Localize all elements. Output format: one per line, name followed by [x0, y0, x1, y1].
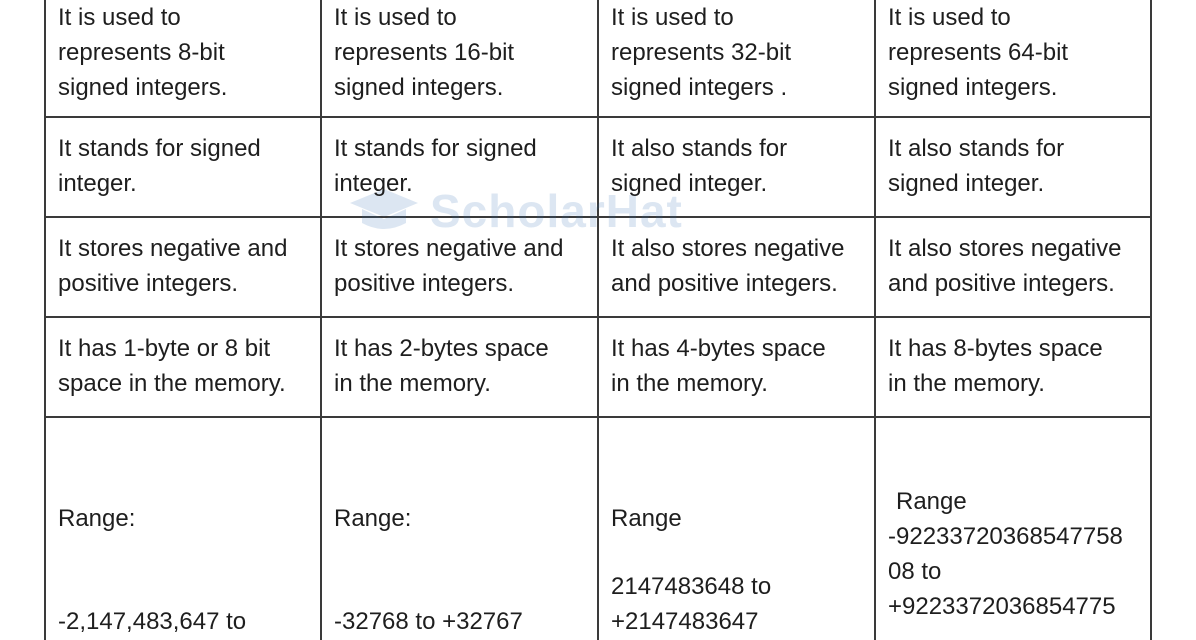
cell-text-line: It also stores negative — [611, 235, 845, 262]
table-cell — [611, 501, 771, 639]
cell-text-line: represents 32-bit — [611, 39, 792, 66]
table-cell — [888, 231, 1121, 301]
cell-text-line: Range — [611, 505, 682, 532]
cell-text-line: and positive integers. — [611, 270, 838, 297]
table-cell — [334, 131, 537, 201]
table-cell — [888, 484, 1123, 624]
cell-text-line: +2147483647 — [611, 608, 759, 635]
cell-text-line: signed integers . — [611, 74, 788, 101]
cell-text-line: represents 64-bit — [888, 39, 1069, 66]
cell-text-line: in the memory. — [611, 370, 768, 397]
table-cell — [334, 231, 563, 301]
table-cell — [888, 331, 1103, 401]
cell-text-line: -92233720368547758 — [888, 523, 1123, 550]
cell-text-line: signed integer. — [611, 170, 768, 197]
cell-text-line: in the memory. — [888, 370, 1045, 397]
table-cell — [58, 231, 287, 301]
cell-text-line: signed integers. — [58, 74, 228, 101]
table-cell — [888, 0, 1068, 105]
cell-text-line: It stands for signed — [334, 135, 537, 162]
cell-text-line: It is used to — [611, 4, 734, 31]
cell-text-line: signed integer. — [888, 170, 1045, 197]
cell-text-line: It also stands for — [888, 135, 1065, 162]
table-cell — [58, 0, 227, 105]
cell-text-line: represents 16-bit — [334, 39, 515, 66]
cell-text-line: positive integers. — [58, 270, 239, 297]
cell-text-line: It stores negative and — [58, 235, 288, 262]
cell-text-line: It has 8-bytes space — [888, 335, 1103, 362]
cell-text-line: It has 2-bytes space — [334, 335, 549, 362]
table-cell — [58, 131, 261, 201]
watermark-text: ScholarHat — [430, 185, 683, 237]
column-divider — [597, 0, 599, 640]
cell-text-line: 2147483648 to — [611, 573, 772, 600]
table-cell — [334, 501, 523, 639]
cell-text-line: -2,147,483,647 to — [58, 608, 247, 635]
table-cell — [888, 131, 1064, 201]
cell-text-line: It is used to — [334, 4, 457, 31]
table-cell — [334, 0, 514, 105]
cell-text-line: space in the memory. — [58, 370, 286, 397]
column-divider — [874, 0, 876, 640]
table-cell — [58, 501, 246, 639]
cell-text-line: Range: — [334, 505, 412, 532]
cell-text-line: -32768 to +32767 — [334, 608, 523, 635]
cell-text-line: It is used to — [888, 4, 1011, 31]
column-divider — [320, 0, 322, 640]
cell-text-line: It has 4-bytes space — [611, 335, 826, 362]
cell-text-line: 08 to — [888, 558, 942, 585]
cell-text-line: +9223372036854775 — [888, 593, 1116, 620]
table-cell — [611, 331, 826, 401]
cell-text-line: represents 8-bit — [58, 39, 225, 66]
cell-text-line: It also stores negative — [888, 235, 1122, 262]
cell-text-line: It stores negative and — [334, 235, 564, 262]
cell-text-line: in the memory. — [334, 370, 491, 397]
cell-text-line: Range — [896, 488, 967, 515]
table-cell — [611, 0, 791, 105]
cell-text-line: Range: — [58, 505, 136, 532]
cell-text-line: It also stands for — [611, 135, 788, 162]
cell-text-line: integer. — [334, 170, 413, 197]
cell-text-line: integer. — [58, 170, 137, 197]
cell-text-line: signed integers. — [334, 74, 504, 101]
cell-text-line: It has 1-byte or 8 bit — [58, 335, 271, 362]
table-cell — [611, 131, 787, 201]
cell-text-line: and positive integers. — [888, 270, 1115, 297]
cell-text-line: It is used to — [58, 4, 181, 31]
cell-text-line: signed integers. — [888, 74, 1058, 101]
cell-text-line: positive integers. — [334, 270, 515, 297]
table-cell — [334, 331, 549, 401]
table-cell — [611, 231, 844, 301]
cell-text-line: It stands for signed — [58, 135, 261, 162]
table-cell — [58, 331, 286, 401]
